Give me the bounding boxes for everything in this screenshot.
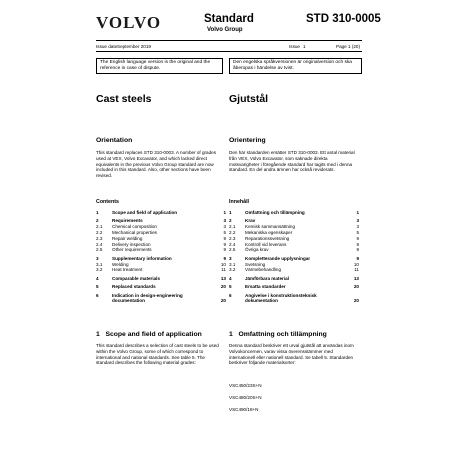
toc-entry-page: 5 <box>356 229 359 235</box>
toc-entry-page: 9 <box>356 241 359 247</box>
toc-entry-number: 2.2 <box>96 229 103 235</box>
grade-item: VSC480/20S+N <box>229 395 262 400</box>
toc-entry-number: 6 <box>229 292 232 298</box>
toc-entry-number: 2.5 <box>229 247 236 253</box>
toc-entry-title: Kontroll vid leverans <box>245 241 287 247</box>
toc-entry-number: 1 <box>229 210 232 215</box>
toc-entry[interactable] <box>229 247 359 253</box>
toc-entry[interactable] <box>229 210 359 216</box>
toc-entry-page: 20 <box>353 284 359 290</box>
toc-entry-number: 3 <box>229 255 232 261</box>
toc-entry-number: 2.2 <box>229 229 236 235</box>
toc-entry-page: 5 <box>223 229 226 235</box>
toc-entry[interactable] <box>229 267 359 273</box>
toc-entry-title: Krav <box>245 218 256 224</box>
meta-rule <box>96 51 362 52</box>
toc-entry-title: Replaced standards <box>112 284 156 290</box>
toc-entry-title: Repair welding <box>112 235 143 241</box>
toc-entry-title: Scope and field of application <box>112 210 178 215</box>
toc-entry-page: 3 <box>356 224 359 230</box>
toc-entry[interactable] <box>96 276 226 282</box>
toc-entry-page: 3 <box>356 218 359 224</box>
toc-entry-number: 3.2 <box>229 267 236 273</box>
toc-entry-page: 1 <box>356 210 359 215</box>
toc-entry[interactable] <box>96 210 226 216</box>
toc-entry-page: 9 <box>356 235 359 241</box>
toc-entry-page: 13 <box>353 275 359 281</box>
toc-entry-title: Requirements <box>112 218 143 224</box>
orientation-text-en: This standard replaces STD 310-0003. A number of grades used at VEX, Volvo Excavator, and which lacked direct equivalents in the previous Volvo Group standard are now included in this standard. Also, other sections have been revised. <box>96 150 217 179</box>
grade-item: VSC490/18+N <box>229 407 259 412</box>
toc-entry-page: 11 <box>221 267 226 273</box>
grade-item: VSC450/23S+N <box>229 383 262 388</box>
issue-date-label: Issue date <box>96 44 118 49</box>
toc-entry-title: Värmebehandling <box>245 267 282 273</box>
toc-entry-page: 3 <box>223 224 226 230</box>
toc-entry-title: Mekaniska egenskaper <box>245 229 293 235</box>
toc-entry-number: 2.3 <box>229 235 236 241</box>
toc-entry-number: 5 <box>229 284 232 290</box>
toc-entry-title: Kompletterande upplysningar <box>245 255 311 261</box>
toc-entry-title: Delivery inspection <box>112 241 151 247</box>
toc-entry-title: Supplementary information <box>112 255 172 261</box>
toc-entry-page: 1 <box>223 210 226 215</box>
toc-entry-page: 9 <box>223 241 226 247</box>
toc-entry-title: Indication in design-engineering documentation <box>112 292 183 304</box>
toc-entry-number: 4 <box>229 275 232 281</box>
toc-heading-sv: Innehåll <box>229 199 250 205</box>
toc-entry-page: 20 <box>220 298 226 304</box>
toc-entry-title: Övriga krav <box>245 247 269 253</box>
issue-date: September 2019 <box>117 44 151 49</box>
toc-list-en <box>96 210 226 304</box>
toc-entry[interactable] <box>229 284 359 290</box>
toc-entry-page: 10 <box>220 261 226 267</box>
title-en: Cast steels <box>96 93 152 105</box>
toc-entry-number: 3.1 <box>96 261 103 267</box>
toc-list-sv <box>229 210 359 304</box>
issue-label: Issue <box>289 44 300 49</box>
doc-type: Standard <box>204 13 254 25</box>
toc-entry-number: 2.1 <box>96 224 103 230</box>
language-note-sv: Den engelska språkversionen är originalversion och ska åberopas i händelse av tvist. <box>229 58 362 74</box>
toc-entry-number: 3.2 <box>96 267 103 273</box>
orientation-heading-sv: Orientering <box>229 137 266 144</box>
toc-entry-title: Comparable materials <box>112 275 160 281</box>
header-rule <box>96 40 362 41</box>
title-sv: Gjutstål <box>229 93 269 105</box>
section1-heading-en: 1 Scope and field of application <box>96 331 202 338</box>
toc-entry-page: 3 <box>223 218 226 224</box>
toc-entry-page: 9 <box>356 255 359 261</box>
toc-entry-number: 2.4 <box>229 241 236 247</box>
toc-entry-title: Heat treatment <box>112 267 143 273</box>
toc-entry-number: 4 <box>96 275 99 281</box>
section1-heading-sv: 1 Omfattning och tillämpning <box>229 331 327 338</box>
orientation-text-sv: Den här standarden ersätter STD 310-0003. Ett antal material från VEX, Volvo Excavator, som saknade direkta motsvarigheter i föregående standard har tagits med i denna standard. En del andra ämnen har också reviderats. <box>229 150 355 173</box>
toc-entry-page: 9 <box>223 255 226 261</box>
toc-entry-number: 3 <box>96 255 99 261</box>
volvo-logo: VOLVO <box>96 13 162 32</box>
section1-text-sv: Denna standard beskriver ett urval gjutstål att användas inom Volvokoncernen, varav vissa överensstämmer med internationell eller nationell standard. Se tabell 5. Standarden beskriver följande materialsorter: <box>229 343 354 366</box>
toc-entry-page: 13 <box>220 275 226 281</box>
toc-entry-title: Jämförbara material <box>245 275 289 281</box>
language-note-en: The English language version is the original and the reference in case of dispute. <box>96 58 223 74</box>
section1-text-en: This standard describes a selection of cast steels to be used within the Volvo Group, some of which correspond to international and national standards. See table 5. The standard describes the following material grades: <box>96 343 219 366</box>
toc-entry[interactable] <box>229 276 359 282</box>
toc-entry-title: Ersatta standarder <box>245 284 286 290</box>
orientation-heading-en: Orientation <box>96 137 133 144</box>
toc-entry-page: 20 <box>353 298 359 304</box>
toc-entry-title: Svetsning <box>245 261 266 267</box>
toc-entry-title: Chemical composition <box>112 224 157 230</box>
toc-entry-title: Angivelse i konstruktionsteknisk dokumentation <box>245 292 317 304</box>
toc-entry-page: 9 <box>223 235 226 241</box>
toc-entry-number: 1 <box>96 210 99 215</box>
toc-entry-title: Omfattning och tillämpning <box>245 210 305 215</box>
toc-entry-number: 2.1 <box>229 224 236 230</box>
toc-entry-page: 9 <box>356 247 359 253</box>
toc-entry[interactable] <box>96 293 226 305</box>
toc-entry-title: Mechanical properties <box>112 229 157 235</box>
toc-entry[interactable] <box>96 247 226 253</box>
toc-entry-number: 2.4 <box>96 241 103 247</box>
toc-entry-title: Other requirements <box>112 247 152 253</box>
toc-entry[interactable] <box>229 293 359 305</box>
toc-entry-number: 3.1 <box>229 261 236 267</box>
toc-entry-number: 6 <box>96 292 99 298</box>
standard-number: STD 310-0005 <box>306 13 381 25</box>
toc-entry-number: 2 <box>96 218 99 224</box>
toc-entry[interactable] <box>96 284 226 290</box>
toc-entry-title: Welding <box>112 261 129 267</box>
toc-entry[interactable] <box>96 267 226 273</box>
toc-entry-page: 10 <box>353 261 359 267</box>
toc-entry-number: 2 <box>229 218 232 224</box>
toc-entry-page: 20 <box>220 284 226 290</box>
toc-entry-number: 2.5 <box>96 247 103 253</box>
toc-heading-en: Contents <box>96 199 119 205</box>
page-number: Page 1 (20) <box>336 44 361 49</box>
issue-number: 1 <box>303 44 306 49</box>
toc-entry-title: Reparationssvetsning <box>245 235 290 241</box>
organization: Volvo Group <box>207 27 243 33</box>
toc-entry-number: 2.3 <box>96 235 103 241</box>
toc-entry-title: Kemisk sammansättning <box>245 224 296 230</box>
toc-entry-page: 9 <box>223 247 226 253</box>
toc-entry-page: 11 <box>354 267 359 273</box>
toc-entry-number: 5 <box>96 284 99 290</box>
